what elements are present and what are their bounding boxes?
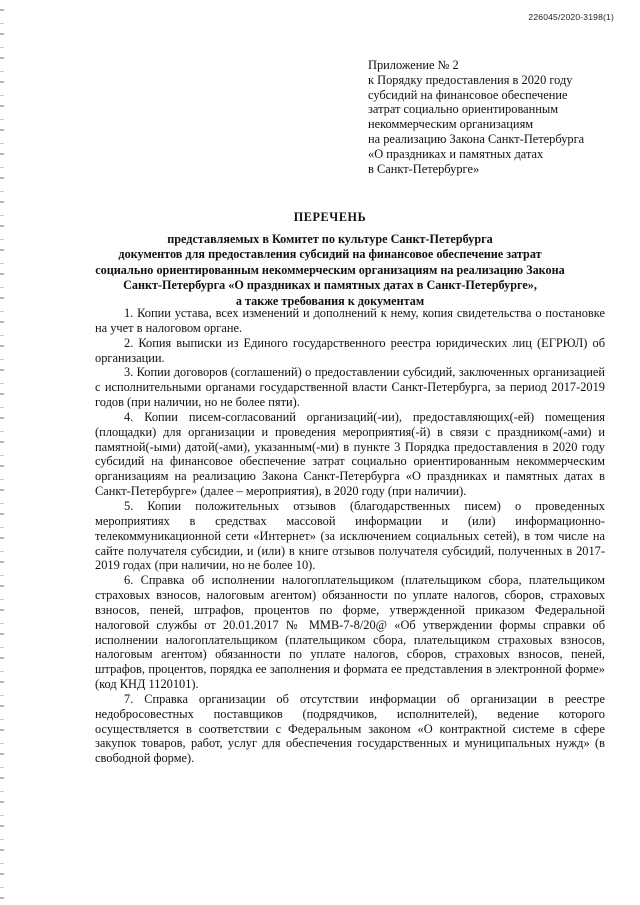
list-item: 2. Копия выписки из Единого государственного реестра юридических лиц (ЕГРЮЛ) об организации. bbox=[95, 335, 605, 365]
subtitle-line: документов для предоставления субсидий на финансовое обеспечение затрат bbox=[118, 247, 542, 262]
subtitle-line: представляемых в Комитет по культуре Санкт-Петербурга bbox=[167, 231, 493, 246]
subtitle-line: социально ориентированным некоммерческим организациям на реализацию Закона bbox=[95, 262, 565, 277]
list-item: 4. Копии писем-согласований организаций(-ии), предоставляющих(-ей) помещения (площадки) для организации и проведения мероприятия(-й) в связи с праздником(-ами) и памятной(-ыми) датой(-ами), указанным(-ми) в пункте 3 Порядка предоставления в 2020 году субсидий на финансовое обеспечение затрат социально ориентированным некоммерческим организациям на реализацию Закона Санкт-Петербурга «О праздниках и памятных датах в Санкт-Петербурге» (далее – мероприятия), в 2020 году (при наличии). bbox=[95, 409, 605, 499]
subtitle-line: Санкт-Петербурга «О праздниках и памятных датах в Санкт-Петербурге», bbox=[123, 278, 537, 293]
list-item: 5. Копии положительных отзывов (благодарственных писем) о проведенных мероприятиях в средствах массовой информации и (или) информационно-телекоммуникационной сети «Интернет» (за исключением социальных сетей), в том числе на сайте получателя субсидии, и (или) в книге отзывов получателя субсидий, полученных в 2017-2019 годах (при наличии, но не более 10). bbox=[95, 498, 605, 573]
appendix-line: затрат социально ориентированным bbox=[368, 102, 559, 117]
document-list bbox=[95, 306, 605, 766]
subtitle-line: а также требования к документам bbox=[235, 293, 425, 308]
appendix-line: Приложение № 2 bbox=[368, 58, 459, 72]
page-title: ПЕРЕЧЕНЬ bbox=[293, 210, 367, 224]
appendix-line: в Санкт-Петербурге» bbox=[368, 161, 480, 176]
title-block bbox=[80, 210, 580, 310]
list-item: 3. Копии договоров (соглашений) о предоставлении субсидий, заключенных организацией с исполнительными органами государственной власти Санкт-Петербурга, за период 2017-2019 годов (при наличии, но не более пяти). bbox=[95, 365, 605, 410]
appendix-block bbox=[368, 58, 633, 176]
appendix-line: «О праздниках и памятных датах bbox=[368, 146, 544, 161]
list-item: 1. Копии устава, всех изменений и дополнений к нему, копия свидетельства о постановке на учет в налоговом органе. bbox=[95, 306, 605, 335]
list-item: 7. Справка организации об отсутствии информации об организации в реестре недобросовестных поставщиков (подрядчиков, исполнителей), ведение которого осуществляется в соответствии с Федеральным законом «О контрактной системе в сфере закупок товаров, работ, услуг для обеспечения государственных и муниципальных нужд» (в свободной форме). bbox=[95, 691, 605, 766]
appendix-line: некоммерческим организациям bbox=[368, 117, 534, 132]
appendix-line: субсидий на финансовое обеспечение bbox=[368, 87, 568, 102]
list-item: 6. Справка об исполнении налогоплательщиком (плательщиком сбора, плательщиком страховых взносов, налоговым агентом) обязанности по уплате налогов, сборов, страховых взносов, пеней, штрафов, процентов по форме, утвержденной приказом Федеральной налоговой службы от 20.01.2017 № ММВ-7-8/20@ «Об утверждении формы справки об исполнении налогоплательщиком (плательщиком сбора, плательщиком страховых взносов, налоговым агентом) обязанности по уплате налогов, сборов, страховых взносов, пеней, штрафов, процентов, порядка ее заполнения и формата ее представления в электронной форме» (код КНД 1120101). bbox=[95, 573, 605, 692]
appendix-line: к Порядку предоставления в 2020 году bbox=[368, 72, 573, 87]
document-id: 226045/2020-3198(1) bbox=[528, 12, 614, 22]
scan-edge-artifact bbox=[0, 0, 4, 905]
appendix-line: на реализацию Закона Санкт-Петербурга bbox=[368, 131, 585, 146]
